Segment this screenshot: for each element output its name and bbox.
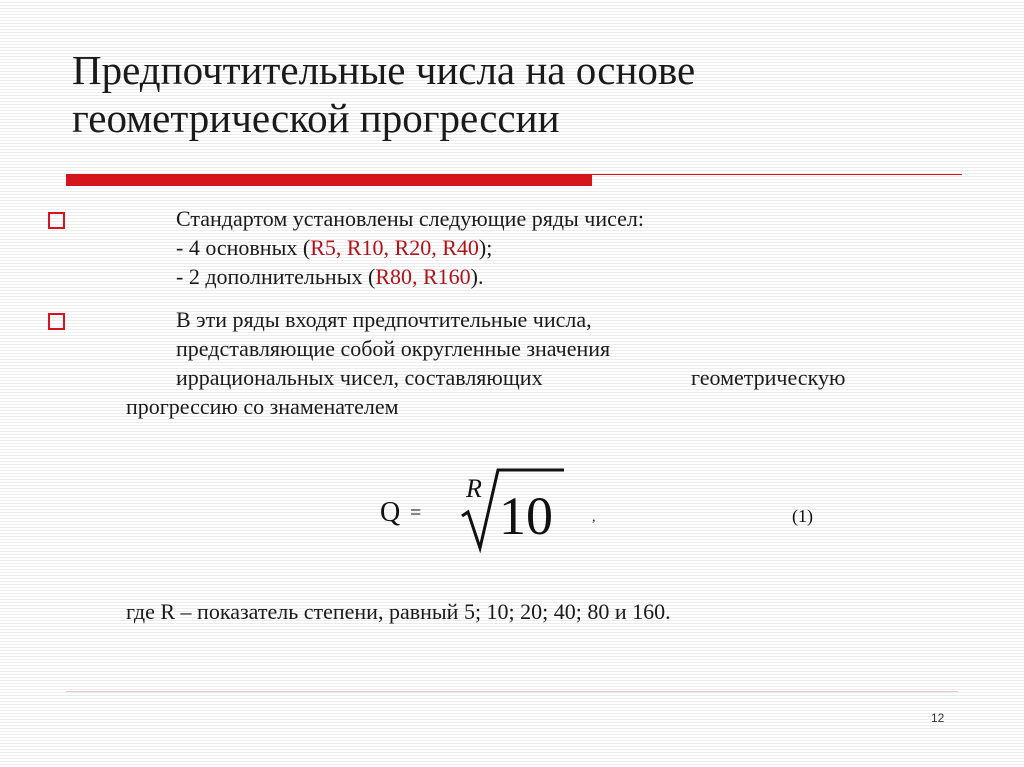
slide-title-line-2: геометрической прогрессии	[72, 95, 560, 141]
formula-comma: ,	[592, 510, 596, 525]
bullet-1-line-3	[176, 262, 484, 291]
title-underline-thick	[66, 174, 592, 186]
page-number: 12	[931, 711, 945, 725]
extra-series-list: R80, R160	[375, 264, 471, 289]
bullet-1-line-2	[176, 233, 492, 262]
main-series-suffix: );	[478, 235, 493, 260]
exponent-explanation: где R – показатель степени, равный 5; 10; 20; 40; 80 и 160.	[126, 599, 671, 624]
root-index: R	[466, 474, 482, 503]
radicand: 10	[499, 486, 553, 546]
main-series-prefix: - 4 основных (	[176, 235, 311, 260]
extra-series-prefix: - 2 дополнительных (	[176, 264, 376, 289]
bullet-2-line-4: прогрессию со знаменателем	[126, 394, 399, 419]
equation-number: (1)	[792, 506, 813, 526]
square-bullet-icon	[48, 212, 65, 229]
bullet-1-line-1: Стандартом установлены следующие ряды чисел:	[176, 206, 645, 231]
main-series-list: R5, R10, R20, R40	[310, 235, 479, 260]
title-underline-thin	[592, 174, 962, 175]
formula-equals: =	[410, 502, 422, 524]
formula-lhs: Q	[380, 497, 401, 528]
bullet-2-line-1: В эти ряды входят предпочтительные числа,	[176, 307, 592, 332]
bullet-2-line-2: представляющие собой округленные значения	[176, 336, 611, 361]
bullet-2-line-3b: геометрическую	[691, 365, 846, 390]
footer-divider	[66, 691, 958, 692]
extra-series-suffix: ).	[470, 264, 484, 289]
square-bullet-icon	[48, 313, 65, 330]
slide-title-line-1: Предпочтительные числа на основе	[72, 47, 696, 93]
slide-title	[72, 46, 972, 142]
bullet-2-line-3a: иррациональных чисел, составляющих	[176, 365, 543, 390]
